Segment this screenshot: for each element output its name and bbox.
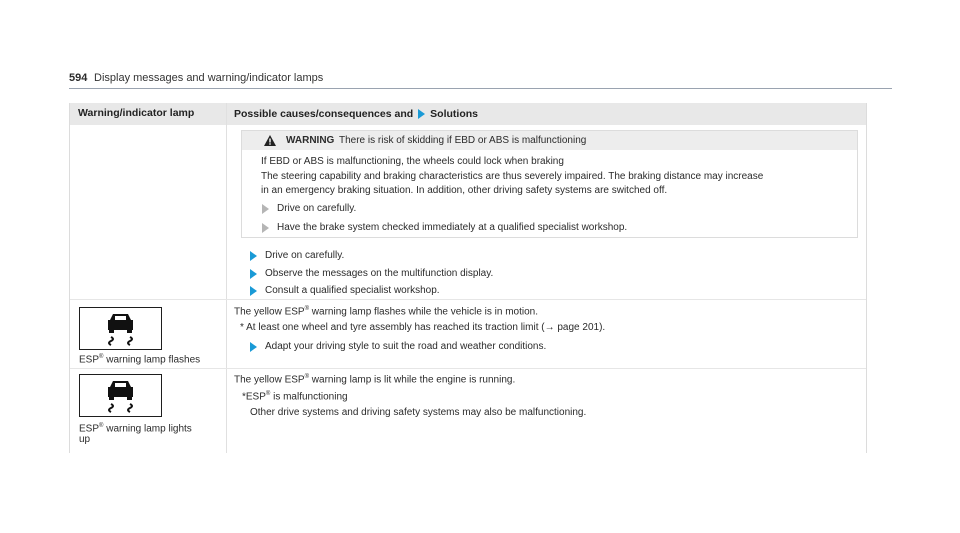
warning-header (242, 131, 857, 150)
column-divider (226, 103, 227, 453)
table-header (70, 103, 866, 125)
row3-text (234, 374, 515, 385)
arrow-icon (262, 223, 269, 233)
warning-step-2-text: Have the brake system checked immediately at a qualified specialist workshop. (277, 222, 628, 233)
row1-step-1 (250, 250, 344, 261)
esp-warning-lamp (79, 374, 162, 417)
row-divider (70, 299, 866, 300)
row3-cause-suffix: is malfunctioning (270, 391, 348, 403)
row1-step-1-text: Drive on carefully. (265, 250, 345, 261)
row3-label-esp: ESP (79, 423, 100, 435)
col2-header-suffix: Solutions (430, 108, 479, 120)
arrow-icon (418, 109, 425, 119)
row2-text-suffix: warning lamp flashes while the vehicle is in motion. (309, 306, 539, 318)
row3-label-reg: ® (99, 423, 104, 429)
row2-label-esp: ESP (79, 354, 100, 366)
warning-triangle-icon (264, 135, 276, 146)
row3-text-reg: ® (304, 374, 310, 380)
row1-step-3 (250, 285, 440, 296)
page-header (69, 72, 892, 89)
arrow-icon (250, 251, 257, 261)
warning-label: WARNING (286, 135, 335, 146)
row3-text-suffix: warning lamp is lit while the engine is running. (309, 374, 516, 386)
row2-step (250, 341, 546, 352)
row3-cause-reg: ® (265, 391, 271, 397)
row3-consequence: Other drive systems and driving safety systems may also be malfunctioning. (250, 407, 587, 418)
row1-step-2 (250, 268, 493, 279)
col1-header: Warning/indicator lamp (78, 107, 195, 119)
row3-label-line2: up (79, 434, 91, 446)
esp-skid-icon (80, 308, 161, 349)
row2-text (234, 306, 538, 317)
col2-header-text: Possible causes/consequences and (234, 108, 414, 120)
row-divider (70, 368, 866, 369)
warning-step-1 (262, 203, 356, 214)
warning-lamp-table (69, 103, 867, 453)
arrow-icon (250, 269, 257, 279)
warning-box (241, 130, 858, 238)
warning-line-1: If EBD or ABS is malfunctioning, the wheels could lock when braking (261, 156, 564, 167)
row3-label (79, 421, 192, 445)
row2-label-reg: ® (99, 354, 104, 360)
row1-step-2-text: Observe the messages on the multifunction display. (265, 268, 494, 279)
row2-cause: * At least one wheel and tyre assembly has reached its traction limit (→ page 201). (240, 322, 606, 333)
row1-step-3-text: Consult a qualified specialist workshop. (265, 285, 440, 296)
warning-line-3: in an emergency braking situation. In addition, other driving safety systems are switched off. (261, 185, 668, 196)
warning-step-2 (262, 222, 627, 233)
row2-text-prefix: The yellow ESP (234, 306, 305, 318)
arrow-icon (262, 204, 269, 214)
esp-warning-lamp (79, 307, 162, 350)
warning-line-2: The steering capability and braking characteristics are thus severely impaired. The braking distance may increase (261, 171, 764, 182)
row3-label-line1: warning lamp lights (103, 423, 192, 435)
row3-cause (242, 391, 348, 402)
row2-label (79, 352, 200, 365)
arrow-icon (250, 342, 257, 352)
esp-skid-icon (80, 375, 161, 416)
row2-step-text: Adapt your driving style to suit the road and weather conditions. (265, 341, 547, 352)
warning-headline: There is risk of skidding if EBD or ABS is malfunctioning (339, 135, 587, 146)
row2-label-suffix: warning lamp flashes (103, 354, 201, 366)
warning-step-1-text: Drive on carefully. (277, 203, 357, 214)
row3-cause-prefix: *ESP (242, 391, 266, 403)
page-number: 594 (69, 72, 88, 84)
arrow-icon (250, 286, 257, 296)
row2-text-reg: ® (304, 306, 310, 312)
col2-header (234, 108, 478, 120)
row3-text-prefix: The yellow ESP (234, 374, 305, 386)
header-title: Display messages and warning/indicator lamps (94, 72, 324, 84)
